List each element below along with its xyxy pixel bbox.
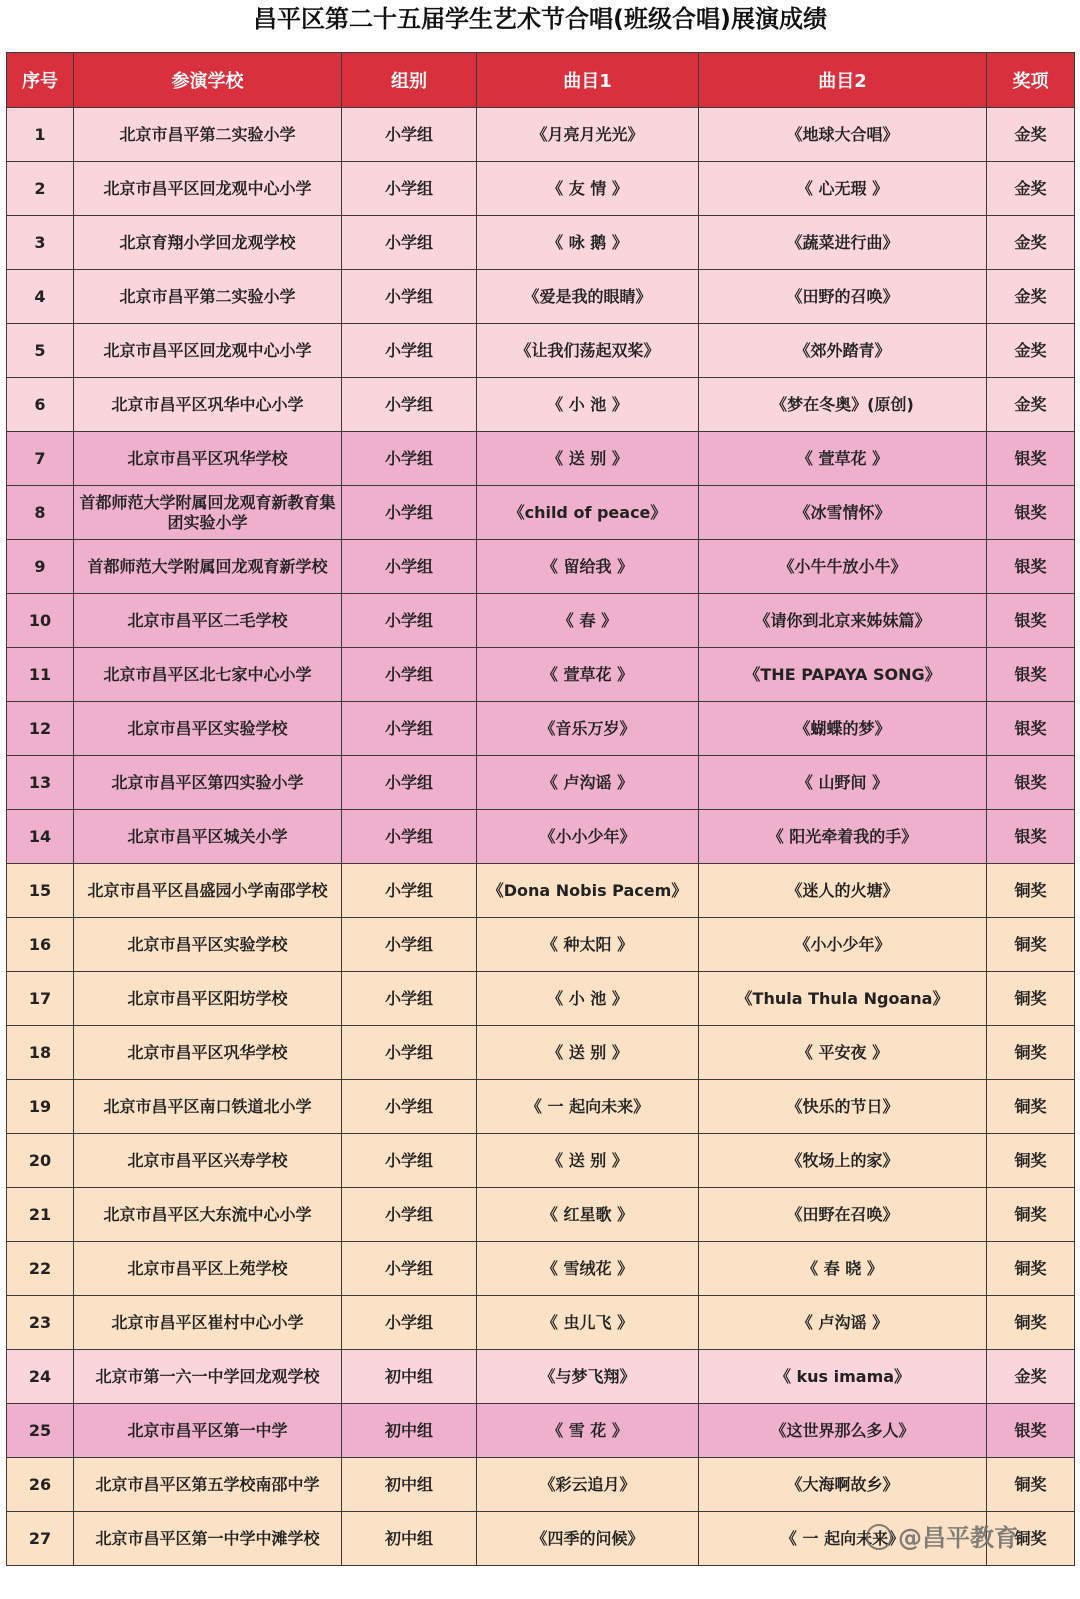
cell-group: 小学组 — [342, 432, 477, 486]
cell-song2: 《大海啊故乡》 — [699, 1458, 987, 1512]
cell-no: 5 — [7, 324, 74, 378]
cell-group: 小学组 — [342, 216, 477, 270]
cell-award: 金奖 — [987, 1350, 1075, 1404]
cell-group: 小学组 — [342, 594, 477, 648]
column-header-no: 序号 — [7, 53, 74, 108]
cell-song2: 《蔬菜进行曲》 — [699, 216, 987, 270]
cell-song2: 《牧场上的家》 — [699, 1134, 987, 1188]
table-row — [7, 594, 1075, 648]
cell-award: 金奖 — [987, 108, 1075, 162]
cell-no: 23 — [7, 1296, 74, 1350]
cell-group: 小学组 — [342, 810, 477, 864]
cell-group: 小学组 — [342, 1134, 477, 1188]
cell-song1: 《音乐万岁》 — [477, 702, 699, 756]
cell-no: 18 — [7, 1026, 74, 1080]
cell-song2: 《 卢沟谣 》 — [699, 1296, 987, 1350]
cell-group: 初中组 — [342, 1512, 477, 1566]
cell-song2: 《 平安夜 》 — [699, 1026, 987, 1080]
cell-school: 北京市昌平区第一中学中滩学校 — [74, 1512, 342, 1566]
cell-no: 12 — [7, 702, 74, 756]
cell-no: 26 — [7, 1458, 74, 1512]
cell-school: 北京市昌平区巩华学校 — [74, 432, 342, 486]
cell-no: 21 — [7, 1188, 74, 1242]
table-row — [7, 1350, 1075, 1404]
cell-song2: 《Thula Thula Ngoana》 — [699, 972, 987, 1026]
cell-no: 1 — [7, 108, 74, 162]
table-row — [7, 1404, 1075, 1458]
cell-song2: 《 春 晓 》 — [699, 1242, 987, 1296]
cell-school: 北京育翔小学回龙观学校 — [74, 216, 342, 270]
cell-school: 北京市昌平区第四实验小学 — [74, 756, 342, 810]
page-title: 昌平区第二十五届学生艺术节合唱(班级合唱)展演成绩 — [253, 5, 827, 33]
cell-award: 铜奖 — [987, 918, 1075, 972]
cell-song1: 《 小 池 》 — [477, 972, 699, 1026]
cell-school: 北京市第一六一中学回龙观学校 — [74, 1350, 342, 1404]
cell-group: 小学组 — [342, 1296, 477, 1350]
table-row — [7, 810, 1075, 864]
column-header-school: 参演学校 — [74, 53, 342, 108]
cell-song1: 《 一 起向未来》 — [477, 1080, 699, 1134]
cell-song1: 《 红星歌 》 — [477, 1188, 699, 1242]
cell-group: 小学组 — [342, 864, 477, 918]
cell-award: 铜奖 — [987, 1458, 1075, 1512]
cell-award: 金奖 — [987, 378, 1075, 432]
table-row — [7, 1134, 1075, 1188]
cell-award: 银奖 — [987, 486, 1075, 540]
cell-award: 银奖 — [987, 594, 1075, 648]
cell-song1: 《与梦飞翔》 — [477, 1350, 699, 1404]
cell-song1: 《爱是我的眼睛》 — [477, 270, 699, 324]
cell-group: 小学组 — [342, 486, 477, 540]
table-row — [7, 1458, 1075, 1512]
cell-school: 首都师范大学附属回龙观育新教育集团实验小学 — [74, 486, 342, 540]
watermark — [866, 1518, 1018, 1553]
table-row — [7, 216, 1075, 270]
cell-song1: 《 小 池 》 — [477, 378, 699, 432]
cell-song2: 《 山野间 》 — [699, 756, 987, 810]
cell-group: 小学组 — [342, 162, 477, 216]
cell-song1: 《四季的问候》 — [477, 1512, 699, 1566]
cell-award: 铜奖 — [987, 972, 1075, 1026]
cell-song1: 《 卢沟谣 》 — [477, 756, 699, 810]
cell-group: 小学组 — [342, 540, 477, 594]
cell-song2: 《小牛牛放小牛》 — [699, 540, 987, 594]
cell-school: 北京市昌平区兴寿学校 — [74, 1134, 342, 1188]
cell-song1: 《 种太阳 》 — [477, 918, 699, 972]
cell-award: 铜奖 — [987, 1512, 1075, 1566]
cell-school: 北京市昌平区阳坊学校 — [74, 972, 342, 1026]
cell-song1: 《 友 情 》 — [477, 162, 699, 216]
cell-no: 27 — [7, 1512, 74, 1566]
cell-no: 3 — [7, 216, 74, 270]
cell-no: 11 — [7, 648, 74, 702]
cell-song2: 《田野的召唤》 — [699, 270, 987, 324]
cell-song2: 《 一 起向未来》 — [699, 1512, 987, 1566]
cell-award: 银奖 — [987, 648, 1075, 702]
table-row — [7, 1026, 1075, 1080]
cell-song1: 《 虫儿飞 》 — [477, 1296, 699, 1350]
cell-award: 银奖 — [987, 756, 1075, 810]
header-row — [7, 53, 1075, 108]
cell-song2: 《迷人的火塘》 — [699, 864, 987, 918]
cell-song1: 《Dona Nobis Pacem》 — [477, 864, 699, 918]
cell-award: 铜奖 — [987, 864, 1075, 918]
table-row — [7, 702, 1075, 756]
cell-song2: 《 心无瑕 》 — [699, 162, 987, 216]
cell-song2: 《小小少年》 — [699, 918, 987, 972]
cell-no: 16 — [7, 918, 74, 972]
cell-group: 小学组 — [342, 1080, 477, 1134]
cell-award: 银奖 — [987, 540, 1075, 594]
cell-song2: 《这世界那么多人》 — [699, 1404, 987, 1458]
cell-song2: 《THE PAPAYA SONG》 — [699, 648, 987, 702]
cell-school: 北京市昌平区二毛学校 — [74, 594, 342, 648]
cell-song2: 《郊外踏青》 — [699, 324, 987, 378]
cell-school: 北京市昌平第二实验小学 — [74, 270, 342, 324]
table-row — [7, 162, 1075, 216]
cell-song1: 《 雪绒花 》 — [477, 1242, 699, 1296]
cell-award: 银奖 — [987, 810, 1075, 864]
cell-group: 小学组 — [342, 702, 477, 756]
cell-song1: 《 送 别 》 — [477, 1026, 699, 1080]
cell-song1: 《 咏 鹅 》 — [477, 216, 699, 270]
cell-song1: 《 留给我 》 — [477, 540, 699, 594]
cell-song2: 《蝴蝶的梦》 — [699, 702, 987, 756]
cell-school: 北京市昌平区回龙观中心小学 — [74, 324, 342, 378]
cell-group: 小学组 — [342, 1026, 477, 1080]
cell-song2: 《田野在召唤》 — [699, 1188, 987, 1242]
cell-no: 7 — [7, 432, 74, 486]
cell-no: 17 — [7, 972, 74, 1026]
cell-no: 4 — [7, 270, 74, 324]
cell-school: 北京市昌平区南口铁道北小学 — [74, 1080, 342, 1134]
cell-song2: 《请你到北京来姊妹篇》 — [699, 594, 987, 648]
cell-group: 小学组 — [342, 648, 477, 702]
cell-group: 初中组 — [342, 1458, 477, 1512]
cell-no: 19 — [7, 1080, 74, 1134]
cell-no: 22 — [7, 1242, 74, 1296]
cell-group: 小学组 — [342, 1242, 477, 1296]
column-header-song1: 曲目1 — [477, 53, 699, 108]
table-row — [7, 108, 1075, 162]
cell-no: 9 — [7, 540, 74, 594]
watermark-text: @昌平教育 — [898, 1524, 1018, 1552]
cell-school: 北京市昌平区上苑学校 — [74, 1242, 342, 1296]
cell-award: 铜奖 — [987, 1026, 1075, 1080]
table-row — [7, 756, 1075, 810]
table-row — [7, 864, 1075, 918]
cell-song1: 《小小少年》 — [477, 810, 699, 864]
cell-group: 小学组 — [342, 378, 477, 432]
cell-award: 金奖 — [987, 162, 1075, 216]
cell-school: 北京市昌平区崔村中心小学 — [74, 1296, 342, 1350]
cell-song1: 《 送 别 》 — [477, 432, 699, 486]
cell-school: 北京市昌平区巩华学校 — [74, 1026, 342, 1080]
column-header-award: 奖项 — [987, 53, 1075, 108]
cell-group: 小学组 — [342, 918, 477, 972]
cell-song1: 《child of peace》 — [477, 486, 699, 540]
cell-school: 北京市昌平区实验学校 — [74, 918, 342, 972]
cell-group: 小学组 — [342, 324, 477, 378]
cell-song2: 《冰雪情怀》 — [699, 486, 987, 540]
table-row — [7, 918, 1075, 972]
cell-song1: 《 萱草花 》 — [477, 648, 699, 702]
cell-award: 铜奖 — [987, 1188, 1075, 1242]
cell-no: 24 — [7, 1350, 74, 1404]
cell-no: 25 — [7, 1404, 74, 1458]
cell-group: 小学组 — [342, 108, 477, 162]
cell-no: 8 — [7, 486, 74, 540]
cell-no: 6 — [7, 378, 74, 432]
table-row — [7, 1296, 1075, 1350]
cell-award: 银奖 — [987, 1404, 1075, 1458]
cell-song2: 《 阳光牵着我的手》 — [699, 810, 987, 864]
cell-song2: 《地球大合唱》 — [699, 108, 987, 162]
table-row — [7, 540, 1075, 594]
cell-song1: 《 雪 花 》 — [477, 1404, 699, 1458]
cell-song2: 《梦在冬奥》(原创) — [699, 378, 987, 432]
cell-school: 首都师范大学附属回龙观育新学校 — [74, 540, 342, 594]
cell-award: 铜奖 — [987, 1242, 1075, 1296]
cell-song1: 《让我们荡起双桨》 — [477, 324, 699, 378]
cell-song2: 《 kus imama》 — [699, 1350, 987, 1404]
table-row — [7, 1080, 1075, 1134]
cell-song1: 《彩云追月》 — [477, 1458, 699, 1512]
cell-school: 北京市昌平区昌盛园小学南邵学校 — [74, 864, 342, 918]
cell-award: 金奖 — [987, 216, 1075, 270]
table-row — [7, 1188, 1075, 1242]
cell-school: 北京市昌平区回龙观中心小学 — [74, 162, 342, 216]
cell-award: 银奖 — [987, 702, 1075, 756]
cell-no: 10 — [7, 594, 74, 648]
table-row — [7, 972, 1075, 1026]
cell-school: 北京市昌平区第一中学 — [74, 1404, 342, 1458]
cell-song1: 《 送 别 》 — [477, 1134, 699, 1188]
cell-award: 银奖 — [987, 432, 1075, 486]
cell-no: 13 — [7, 756, 74, 810]
cell-school: 北京市昌平区第五学校南邵中学 — [74, 1458, 342, 1512]
cell-group: 小学组 — [342, 756, 477, 810]
cell-no: 2 — [7, 162, 74, 216]
cell-award: 铜奖 — [987, 1296, 1075, 1350]
cell-song2: 《快乐的节日》 — [699, 1080, 987, 1134]
results-table — [6, 52, 1075, 1566]
cell-no: 15 — [7, 864, 74, 918]
cell-award: 铜奖 — [987, 1134, 1075, 1188]
cell-song1: 《 春 》 — [477, 594, 699, 648]
column-header-song2: 曲目2 — [699, 53, 987, 108]
cell-group: 初中组 — [342, 1350, 477, 1404]
cell-group: 小学组 — [342, 972, 477, 1026]
cell-song1: 《月亮月光光》 — [477, 108, 699, 162]
cell-school: 北京市昌平第二实验小学 — [74, 108, 342, 162]
cell-school: 北京市昌平区实验学校 — [74, 702, 342, 756]
table-row — [7, 432, 1075, 486]
table-row — [7, 1242, 1075, 1296]
column-header-group: 组别 — [342, 53, 477, 108]
cell-no: 14 — [7, 810, 74, 864]
cell-school: 北京市昌平区北七家中心小学 — [74, 648, 342, 702]
table-row — [7, 324, 1075, 378]
cell-group: 小学组 — [342, 270, 477, 324]
cell-group: 小学组 — [342, 1188, 477, 1242]
cell-award: 金奖 — [987, 270, 1075, 324]
weibo-account-icon — [866, 1524, 892, 1550]
table-row — [7, 648, 1075, 702]
cell-school: 北京市昌平区城关小学 — [74, 810, 342, 864]
cell-song2: 《 萱草花 》 — [699, 432, 987, 486]
cell-no: 20 — [7, 1134, 74, 1188]
table-row — [7, 378, 1075, 432]
cell-school: 北京市昌平区巩华中心小学 — [74, 378, 342, 432]
cell-award: 铜奖 — [987, 1080, 1075, 1134]
cell-group: 初中组 — [342, 1404, 477, 1458]
cell-school: 北京市昌平区大东流中心小学 — [74, 1188, 342, 1242]
table-row — [7, 486, 1075, 540]
table-row — [7, 270, 1075, 324]
cell-award: 金奖 — [987, 324, 1075, 378]
